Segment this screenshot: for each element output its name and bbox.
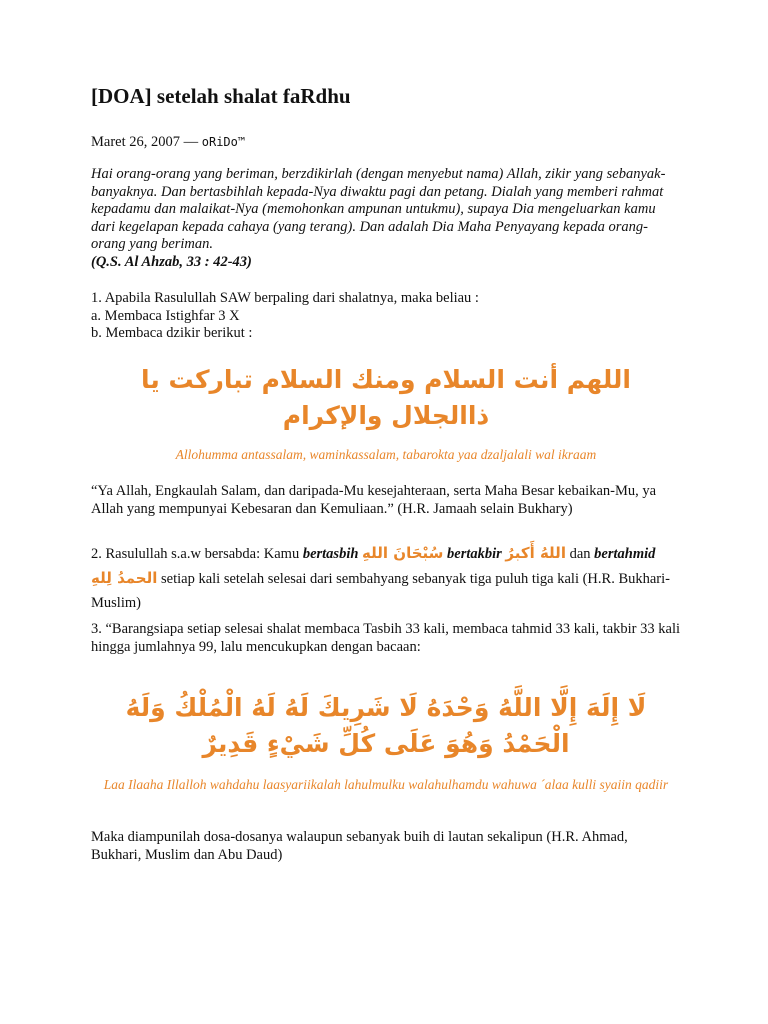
word-bertakbir: bertakbir — [447, 546, 502, 562]
post-meta — [91, 134, 245, 152]
translit-dzikir-1: Allohumma antassalam, waminkassalam, tabarokta yaa dzaljalali wal ikraam — [175, 447, 597, 462]
post-date: Maret 26, 2007 — [91, 134, 180, 150]
section-3-text: 3. “Barangsiapa setiap selesai shalat membaca Tasbih 33 kali, membaca tahmid 33 kali, takbir 33 kali hingga jumlahnya 99, lalu mencukupkan dengan bacaan: — [91, 621, 681, 655]
quote-reference: (Q.S. Al Ahzab, 33 : 42-43) — [91, 253, 252, 270]
list-line: 1. Apabila Rasulullah SAW berpaling dari shalatnya, maka beliau : — [91, 290, 479, 306]
post-author[interactable]: oRiDo™ — [201, 135, 246, 149]
list-line: a. Membaca Istighfar 3 X — [91, 307, 240, 324]
arabic-dzikir-1: اللهم أنت السلام ومنك السلام تباركت يا ذاالجلال والإكرام — [141, 365, 631, 430]
arabic-alhamdulillah: الحمدُ لِلهِ — [91, 569, 158, 587]
dzikir-1-meaning: “Ya Allah, Engkaulah Salam, dan daripada-Mu kesejahteraan, serta Maha Besar kebaikan-Mu, ya Allah yang mempunyai Kebesaran dan Kemuliaan.” (H.R. Jamaah selain Bukhary) — [91, 483, 657, 517]
arabic-tahlil: لَا إِلَهَ إِلَّا اللَّهُ وَحْدَهُ لَا شَرِيكَ لَهُ لَهُ الْمُلْكُ وَلَهُ الْحَمْدُ وَهُوَ عَلَى كُلِّ شَيْءٍ قَدِيرٌ — [125, 693, 647, 758]
word-dan: dan — [565, 546, 595, 562]
section-1-list — [91, 290, 479, 343]
word-bertahmid: bertahmid — [594, 546, 656, 562]
arabic-subhanallah: سُبْحَانَ اللهِ — [362, 544, 444, 562]
word-bertasbih: bertasbih — [302, 546, 359, 562]
closing-text: Maka diampunilah dosa-dosanya walaupun sebanyak buih di lautan sekalipun (H.R. Ahmad, Bukhari, Muslim dan Abu Daud) — [91, 829, 628, 863]
section-2 — [91, 541, 681, 615]
meta-separator: — — [180, 134, 202, 150]
section-2-rest: setiap kali setelah selesai dari sembahyang sebanyak tiga puluh tiga kali (H.R. Bukhari-Muslim) — [91, 571, 670, 611]
quote-text: Hai orang-orang yang beriman, berzdikirlah (dengan menyebut nama) Allah, zikir yang sebanyak-banyaknya. Dan bertasbihlah kepada-Nya diwaktu pagi dan petang. Dialah yang memberi rahmat kepadamu dan malaikat-Nya (memohonkan ampunan untukmu), supaya Dia mengeluarkan kamu dari kegelapan kepada cahaya (yang terang). Dan adalah Dia Maha Penyayang kepada orang-orang yang beriman. — [91, 166, 666, 252]
list-line: b. Membaca dzikir berikut : — [91, 325, 253, 341]
quran-quote — [91, 166, 681, 271]
translit-tahlil: Laa Ilaaha Illalloh wahdahu laasyariikalah lahulmulku walahulhamdu wahuwa ´alaa kulli syaiin qadiir — [103, 777, 669, 792]
section-2-intro: 2. Rasulullah s.a.w bersabda: Kamu — [91, 546, 303, 562]
arabic-allahuakbar: اللهُ أَكبرُ — [505, 544, 566, 562]
page-title: [DOA] setelah shalat faRdhu — [91, 84, 351, 108]
